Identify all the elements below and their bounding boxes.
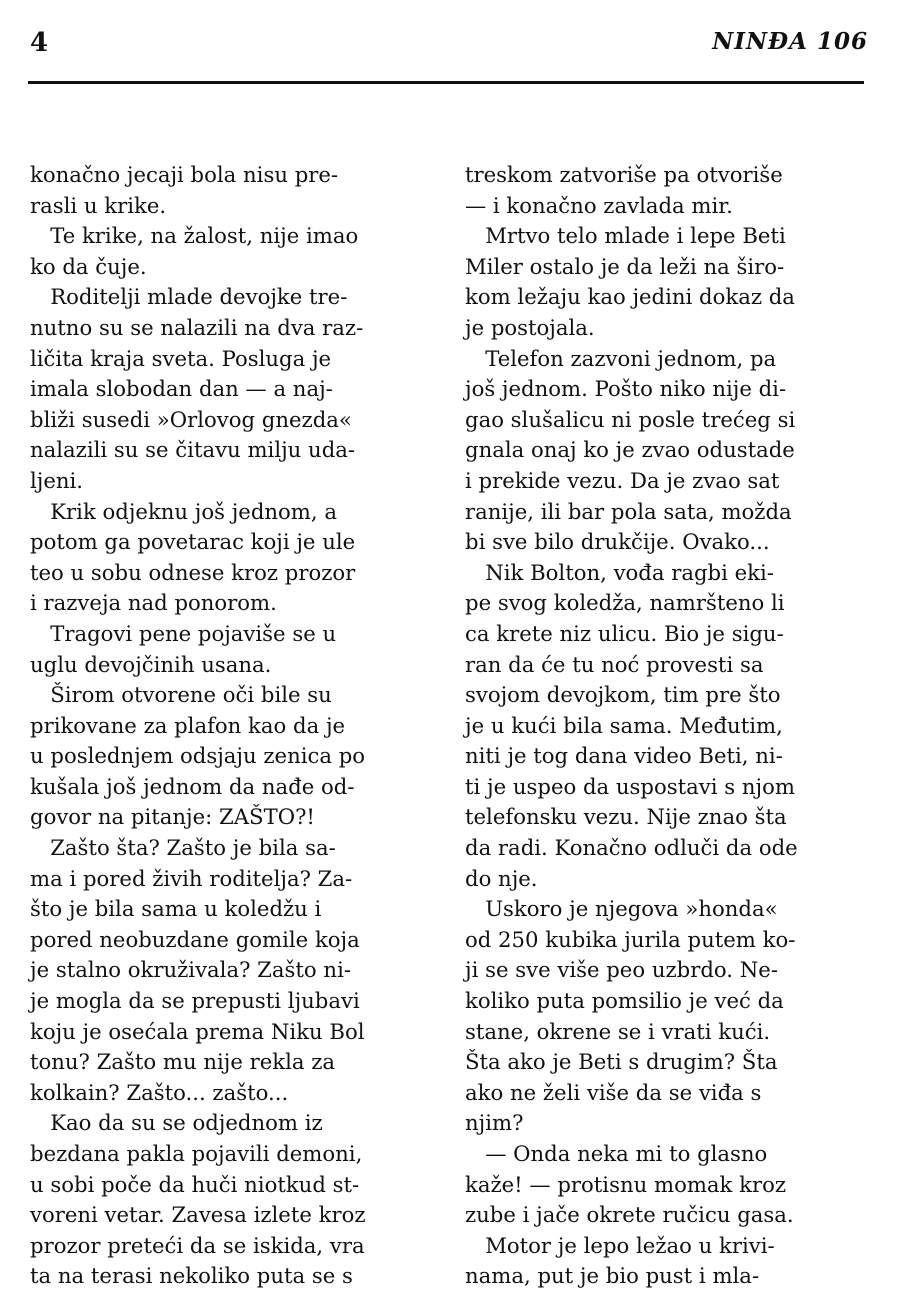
text-line: nalazili su se čitavu milju uda- <box>30 437 356 463</box>
text-line: ta na terasi nekoliko puta se s <box>30 1263 353 1289</box>
text-line: zube i jače okrete ručicu gasa. <box>465 1202 794 1228</box>
text-line: Roditelji mlade devojke tre- <box>30 284 348 310</box>
text-line: Zašto šta? Zašto je bila sa- <box>30 835 336 861</box>
text-line: Širom otvorene oči bile su <box>30 682 332 708</box>
text-line: ranije, ili bar pola sata, možda <box>465 498 792 524</box>
text-line: da radi. Konačno odluči da ode <box>465 835 798 861</box>
text-line: tonu? Zašto mu nije rekla za <box>30 1049 336 1075</box>
text-line: ca krete niz ulicu. Bio je sigu- <box>465 620 784 646</box>
running-title: NINĐA 106 <box>712 28 868 55</box>
text-line: Krik odjeknu još jednom, a <box>30 498 338 524</box>
text-line: od 250 kubika jurila putem ko- <box>465 926 796 952</box>
text-line: kušala još jednom da nađe od- <box>30 773 355 799</box>
text-line: još jednom. Pošto niko nije di- <box>465 376 787 402</box>
text-line: koju je osećala prema Niku Bol <box>30 1018 365 1044</box>
text-line: uglu devojčinih usana. <box>30 651 272 677</box>
text-line: kaže! — protisnu momak kroz <box>465 1171 787 1197</box>
text-line: ljeni. <box>30 467 84 493</box>
text-line: je mogla da se prepusti ljubavi <box>30 988 360 1014</box>
text-line: ko da čuje. <box>30 253 147 279</box>
text-line: stane, okrene se i vrati kući. <box>465 1018 771 1044</box>
text-line: gnala onaj ko je zvao odustade <box>465 437 795 463</box>
text-line: — Onda neka mi to glasno <box>465 1141 768 1166</box>
text-line: je u kući bila sama. Međutim, <box>465 712 783 738</box>
text-line: Nik Bolton, vođa ragbi eki- <box>465 559 774 585</box>
text-line: svojom devojkom, tim pre što <box>465 682 781 708</box>
text-line: njim? <box>465 1110 524 1136</box>
text-line: Mrtvo telo mlade i lepe Beti <box>465 223 786 249</box>
text-line: teo u sobu odnese kroz prozor <box>30 559 356 585</box>
text-line: rasli u krike. <box>30 192 167 218</box>
text-line: prikovane za plafon kao da je <box>30 712 346 738</box>
text-line: ran da će tu noć provesti sa <box>465 651 764 677</box>
text-line: potom ga povetarac koji je ule <box>30 529 356 555</box>
text-line: nutno su se nalazili na dva raz- <box>30 314 364 340</box>
header-rule <box>28 81 864 84</box>
text-line: Tragovi pene pojaviše se u <box>30 620 337 646</box>
text-line: bliži susedi »Orlovog gnezda« <box>30 406 352 432</box>
text-line: Uskoro je njegova »honda« <box>465 896 778 922</box>
text-line: bezdana pakla pojavili demoni, <box>30 1141 363 1166</box>
text-line: ma i pored živih roditelja? Za- <box>30 865 353 891</box>
text-line: pe svog koledža, namršteno li <box>465 590 785 616</box>
text-line: u sobi poče da huči niotkud st- <box>30 1171 360 1197</box>
text-line: ako ne želi više da se viđa s <box>465 1079 762 1105</box>
text-line: kolkain? Zašto... zašto... <box>30 1079 289 1105</box>
text-line: koliko puta pomsilio je već da <box>465 988 784 1014</box>
text-line: je postojala. <box>465 314 595 340</box>
text-line: i razveja nad ponorom. <box>30 590 277 616</box>
text-line: Te krike, na žalost, nije imao <box>30 223 359 249</box>
text-line: ji se sve više peo uzbrdo. Ne- <box>465 957 778 983</box>
text-line: do nje. <box>465 865 538 891</box>
text-line: Telefon zazvoni jednom, pa <box>465 345 777 371</box>
text-line: bi sve bilo drukčije. Ovako... <box>465 529 770 555</box>
text-line: ličita kraja sveta. Posluga je <box>30 345 332 371</box>
text-line: i prekide vezu. Da je zvao sat <box>465 467 780 493</box>
text-line: voreni vetar. Zavesa izlete kroz <box>30 1202 366 1228</box>
text-line: prozor preteći da se iskida, vra <box>30 1232 365 1258</box>
text-line: telefonsku vezu. Nije znao šta <box>465 804 787 830</box>
text-line: Šta ako je Beti s drugim? Šta <box>465 1049 778 1075</box>
right-column <box>465 160 875 1292</box>
text-line: Motor je lepo ležao u krivi- <box>465 1232 775 1258</box>
text-line: gao slušalicu ni posle trećeg si <box>465 406 796 432</box>
text-line: Miler ostalo je da leži na širo- <box>465 253 785 279</box>
page-number: 4 <box>30 28 49 58</box>
text-line: imala slobodan dan — a naj- <box>30 376 333 402</box>
text-line: je stalno okruživala? Zašto ni- <box>30 957 351 983</box>
text-line: govor na pitanje: ZAŠTO?! <box>30 804 315 830</box>
text-line: ti je uspeo da uspostavi s njom <box>465 773 795 799</box>
text-line: nama, put je bio pust i mla- <box>465 1263 760 1289</box>
text-line: konačno jecaji bola nisu pre- <box>30 162 339 187</box>
text-line: pored neobuzdane gomile koja <box>30 926 360 952</box>
text-line: treskom zatvoriše pa otvoriše <box>465 162 783 187</box>
text-line: u poslednjem odsjaju zenica po <box>30 743 366 769</box>
text-line: — i konačno zavlada mir. <box>465 192 733 218</box>
text-line: kom ležaju kao jedini dokaz da <box>465 284 795 310</box>
text-line: što je bila sama u koledžu i <box>30 896 322 922</box>
text-line: niti je tog dana video Beti, ni- <box>465 743 783 769</box>
text-line: Kao da su se odjednom iz <box>30 1110 323 1136</box>
left-column <box>30 160 440 1292</box>
